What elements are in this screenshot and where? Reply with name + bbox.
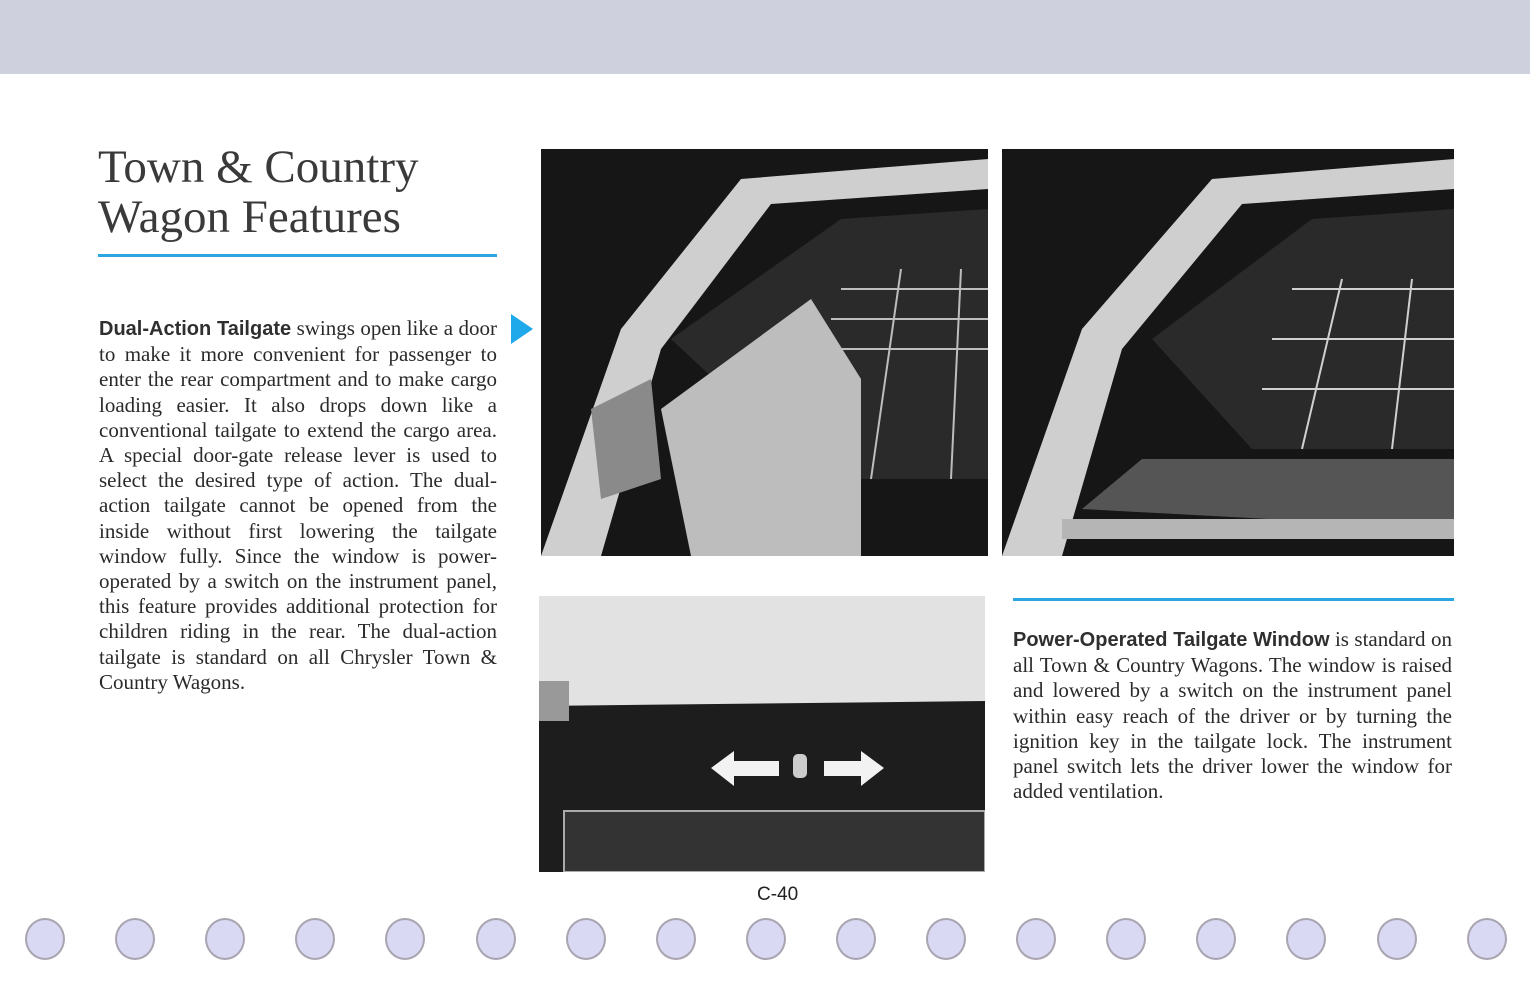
binder-hole (1377, 918, 1417, 960)
section-heading: Power-Operated Tailgate Window (1013, 629, 1330, 651)
binder-hole (566, 918, 606, 960)
binder-hole (926, 918, 966, 960)
binder-hole (25, 918, 65, 960)
section-rule (1013, 598, 1454, 601)
top-band (0, 0, 1530, 74)
binder-hole (205, 918, 245, 960)
binder-hole (1467, 918, 1507, 960)
binder-hole (1196, 918, 1236, 960)
section-power-tailgate-window (1013, 627, 1452, 804)
binder-hole (836, 918, 876, 960)
title-rule (98, 254, 497, 257)
photo-tailgate-lowered (1002, 149, 1454, 556)
photo-tailgate-release-lever (539, 596, 985, 872)
binder-hole (385, 918, 425, 960)
binder-hole (1286, 918, 1326, 960)
binder-hole (295, 918, 335, 960)
page-number: C-40 (757, 884, 799, 905)
title-line-1: Town & Country (98, 141, 419, 193)
section-dual-action-tailgate (99, 316, 497, 695)
binder-hole (476, 918, 516, 960)
section-text: is standard on all Town & Country Wagons. The window is raised and lowered by a switch on the instrument panel within easy reach of the driver or by turning the ignition key in the tailgate lock. The instrument panel switch lets the driver lower the window for added ventilation. (1013, 627, 1452, 804)
binder-hole (115, 918, 155, 960)
photo-tailgate-door-open (541, 149, 988, 556)
section-text: swings open like a door to make it more convenient for passenger to enter the rear compartment and to make cargo loading easier. It also drops down like a conventional tailgate to extend the cargo area. A special door-gate release lever is used to select the desired type of action. The dual-action tailgate cannot be opened from the inside without first lowering the tailgate window fully. Since the window is power-operated by a switch on the instrument panel, this feature provides additional protection for children riding in the rear. The dual-action tailgate is standard on all Chrysler Town & Country Wagons. (99, 316, 497, 694)
title-line-2: Wagon Features (98, 191, 401, 243)
binder-hole (746, 918, 786, 960)
page-title (98, 142, 419, 242)
pointer-arrow-icon (511, 314, 533, 344)
section-heading: Dual-Action Tailgate (99, 318, 292, 340)
binder-hole (1016, 918, 1056, 960)
binder-hole (656, 918, 696, 960)
binder-hole (1106, 918, 1146, 960)
